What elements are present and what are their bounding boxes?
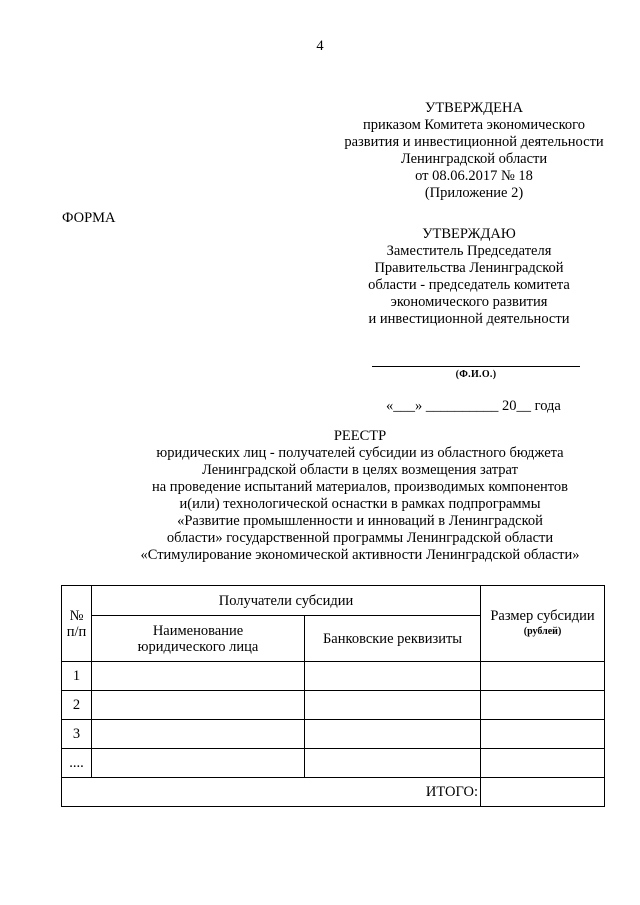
signature-caption: (Ф.И.О.) bbox=[455, 369, 497, 380]
col-header-amount-unit: (рублей) bbox=[523, 625, 562, 637]
table-row bbox=[62, 662, 605, 691]
approve-line: области - председатель комитета bbox=[368, 277, 570, 293]
approved-heading: УТВЕРЖДЕНА bbox=[425, 100, 523, 116]
approved-line: развития и инвестиционной деятельности bbox=[344, 134, 604, 150]
approval-date-line: «___» __________ 20__ года bbox=[386, 398, 561, 414]
total-label: ИТОГО: bbox=[62, 778, 481, 807]
registry-description-line: Ленинградской области в целях возмещения затрат bbox=[202, 462, 518, 478]
approve-line: Правительства Ленинградской bbox=[374, 260, 564, 276]
cell-amount bbox=[481, 691, 605, 720]
registry-description-line: «Стимулирование экономической активности Ленинградской области» bbox=[140, 547, 580, 563]
approved-line: от 08.06.2017 № 18 bbox=[415, 168, 533, 184]
row-number: .... bbox=[62, 749, 92, 778]
cell-bank bbox=[305, 691, 481, 720]
signature-line bbox=[372, 366, 580, 367]
cell-amount bbox=[481, 749, 605, 778]
page-number: 4 bbox=[316, 38, 324, 54]
registry-description bbox=[0, 445, 640, 564]
approve-line: и инвестиционной деятельности bbox=[368, 311, 570, 327]
row-number: 3 bbox=[62, 720, 92, 749]
registry-description-line: области» государственной программы Ленинградской области bbox=[166, 530, 554, 546]
cell-bank bbox=[305, 720, 481, 749]
col-header-recipients: Получатели субсидии bbox=[92, 586, 481, 616]
row-number: 2 bbox=[62, 691, 92, 720]
col-header-amount-label: Размер субсидии bbox=[490, 607, 595, 624]
col-header-bank: Банковские реквизиты bbox=[305, 616, 481, 662]
registry-description-line: и(или) технологической оснастки в рамках подпрограммы bbox=[179, 496, 541, 512]
registry-title: РЕЕСТР bbox=[333, 428, 387, 444]
registry-description-line: на проведение испытаний материалов, производимых компонентов bbox=[151, 479, 569, 495]
approve-signature-block bbox=[355, 226, 583, 328]
form-label: ФОРМА bbox=[62, 210, 116, 226]
table-row bbox=[62, 720, 605, 749]
cell-name bbox=[92, 691, 305, 720]
approved-line: приказом Комитета экономического bbox=[362, 117, 586, 133]
registry-table bbox=[61, 585, 605, 807]
col-header-amount bbox=[481, 586, 605, 662]
cell-bank bbox=[305, 749, 481, 778]
table-row bbox=[62, 749, 605, 778]
cell-name bbox=[92, 749, 305, 778]
table-row bbox=[62, 691, 605, 720]
total-row bbox=[62, 778, 605, 807]
cell-amount bbox=[481, 662, 605, 691]
approved-line: Ленинградской области bbox=[400, 151, 548, 167]
row-number: 1 bbox=[62, 662, 92, 691]
total-value bbox=[481, 778, 605, 807]
cell-bank bbox=[305, 662, 481, 691]
registry-description-line: «Развитие промышленности и инноваций в Ленинградской bbox=[177, 513, 543, 529]
approve-line: Заместитель Председателя bbox=[386, 243, 552, 259]
cell-amount bbox=[481, 720, 605, 749]
approve-heading: УТВЕРЖДАЮ bbox=[422, 226, 516, 242]
cell-name bbox=[92, 720, 305, 749]
col-header-number: № п/п bbox=[62, 586, 92, 662]
registry-description-line: юридических лиц - получателей субсидии из областного бюджета bbox=[156, 445, 564, 461]
approved-line: (Приложение 2) bbox=[424, 185, 524, 201]
approval-stamp-block bbox=[340, 100, 608, 202]
col-header-name: Наименование юридического лица bbox=[92, 616, 305, 662]
approve-line: экономического развития bbox=[390, 294, 548, 310]
cell-name bbox=[92, 662, 305, 691]
